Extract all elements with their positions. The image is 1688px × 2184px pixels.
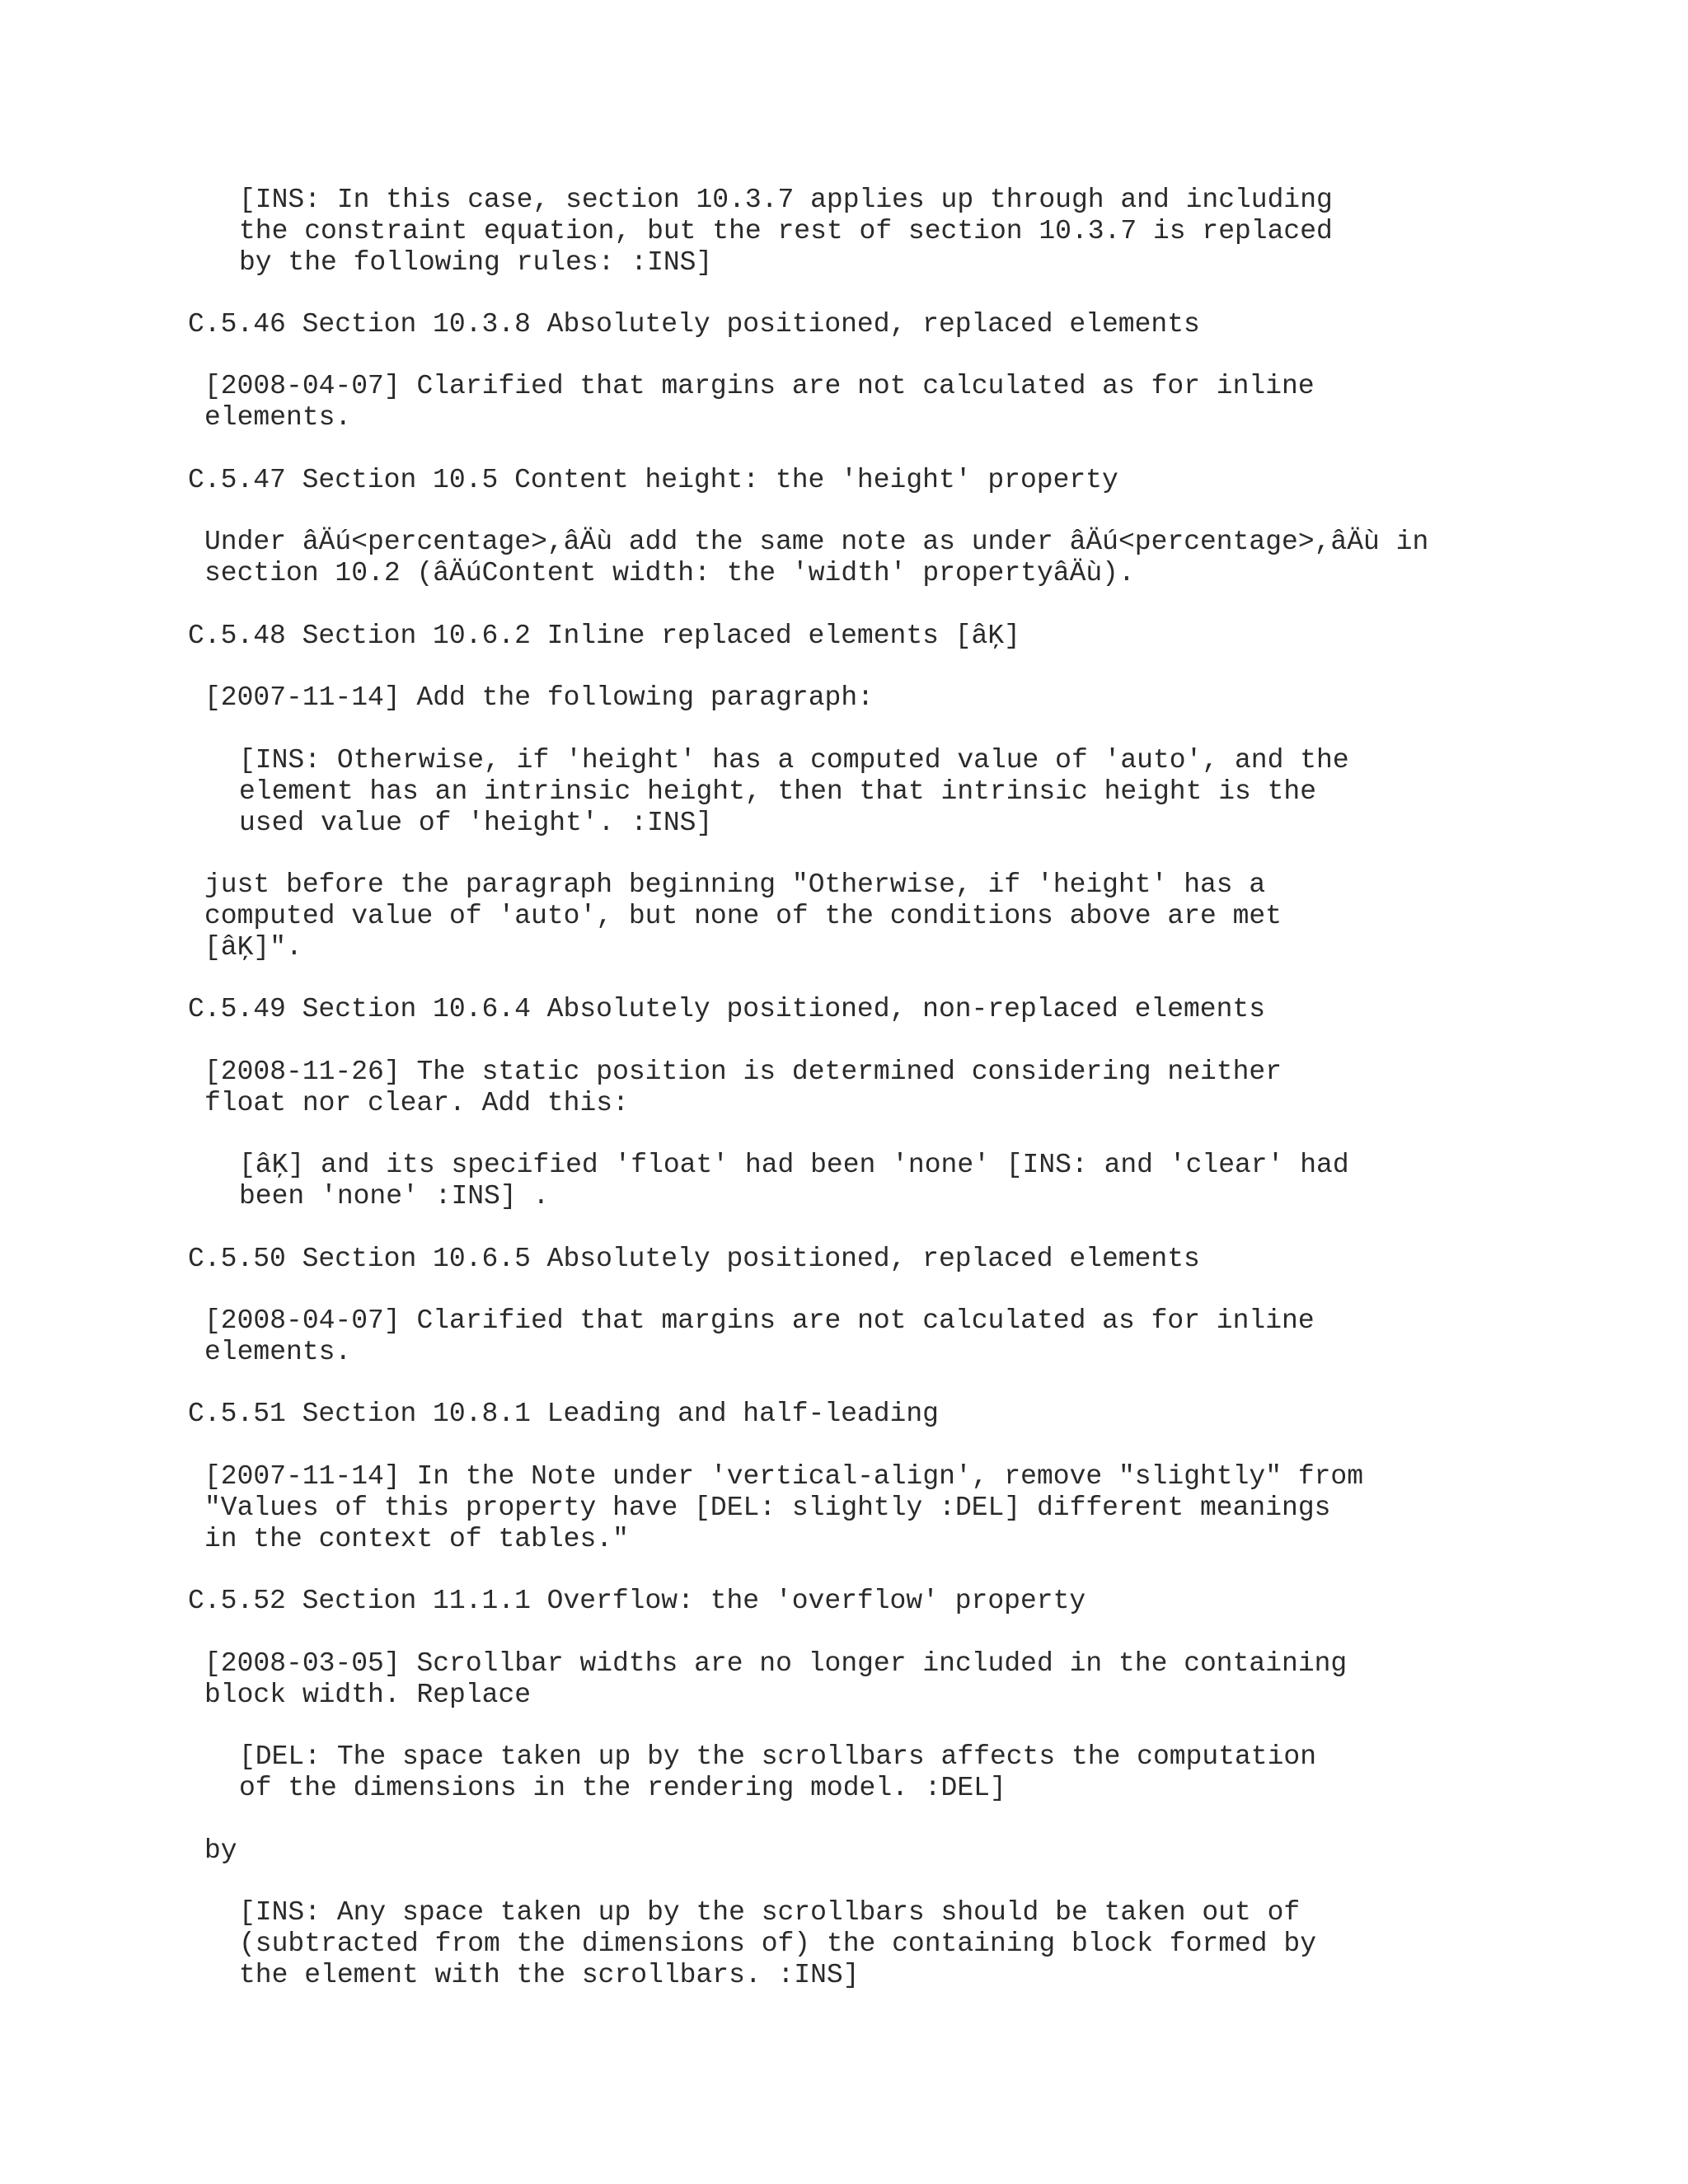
body-line: "Values of this property have [DEL: slightly :DEL] different meanings [204, 1493, 1331, 1523]
body-line: [2008-04-07] Clarified that margins are not calculated as for inline [204, 1305, 1315, 1336]
body-line: just before the paragraph beginning "Otherwise, if 'height' has a [204, 869, 1266, 900]
body-line: [2007-11-14] In the Note under 'vertical-align', remove "slightly" from [204, 1461, 1364, 1492]
body-line: by [204, 1835, 237, 1866]
body-line: computed value of 'auto', but none of the conditions above are met [204, 901, 1282, 931]
body-line: [2007-11-14] Add the following paragraph: [204, 682, 874, 713]
quote-line: the element with the scrollbars. :INS] [239, 1960, 860, 1990]
section-heading: C.5.50 Section 10.6.5 Absolutely positioned, replaced elements [188, 1244, 1200, 1274]
quote-line: been 'none' :INS] . [239, 1181, 550, 1212]
quote-line: [INS: Otherwise, if 'height' has a computed value of 'auto', and the [239, 745, 1349, 776]
body-line: [2008-03-05] Scrollbar widths are no longer included in the containing [204, 1648, 1348, 1679]
body-line: block width. Replace [204, 1680, 532, 1710]
body-line: elements. [204, 402, 352, 433]
body-line: section 10.2 (âÄúContent width: the 'width' propertyâÄù). [204, 558, 1135, 588]
quote-line: the constraint equation, but the rest of section 10.3.7 is replaced [239, 216, 1333, 246]
quote-line: [DEL: The space taken up by the scrollbars affects the computation [239, 1741, 1317, 1772]
section-heading: C.5.47 Section 10.5 Content height: the 'height' property [188, 465, 1118, 495]
body-line: [2008-11-26] The static position is determined considering neither [204, 1057, 1282, 1087]
quote-line: [INS: In this case, section 10.3.7 applies up through and including [239, 185, 1333, 215]
section-heading: C.5.46 Section 10.3.8 Absolutely positioned, replaced elements [188, 309, 1200, 340]
quote-line: of the dimensions in the rendering model. :DEL] [239, 1773, 1006, 1803]
quote-line: element has an intrinsic height, then that intrinsic height is the [239, 776, 1317, 807]
quote-line: [INS: Any space taken up by the scrollbars should be taken out of [239, 1897, 1301, 1928]
body-line: elements. [204, 1337, 352, 1367]
quote-line: [âĶ] and its specified 'float' had been 'none' [INS: and 'clear' had [239, 1150, 1349, 1180]
body-line: Under âÄú<percentage>,âÄù add the same note as under âÄú<percentage>,âÄù in [204, 527, 1429, 557]
section-heading: C.5.52 Section 11.1.1 Overflow: the 'overflow' property [188, 1586, 1086, 1616]
quote-line: used value of 'height'. :INS] [239, 808, 713, 838]
section-heading: C.5.49 Section 10.6.4 Absolutely positioned, non-replaced elements [188, 994, 1266, 1024]
section-heading: C.5.51 Section 10.8.1 Leading and half-leading [188, 1399, 939, 1429]
body-line: in the context of tables." [204, 1524, 629, 1554]
body-line: float nor clear. Add this: [204, 1088, 629, 1118]
quote-line: by the following rules: :INS] [239, 247, 713, 278]
body-line: [âĶ]". [204, 932, 302, 963]
section-heading: C.5.48 Section 10.6.2 Inline replaced elements [âĶ] [188, 621, 1020, 651]
quote-line: (subtracted from the dimensions of) the containing block formed by [239, 1929, 1317, 1959]
body-line: [2008-04-07] Clarified that margins are not calculated as for inline [204, 371, 1315, 401]
